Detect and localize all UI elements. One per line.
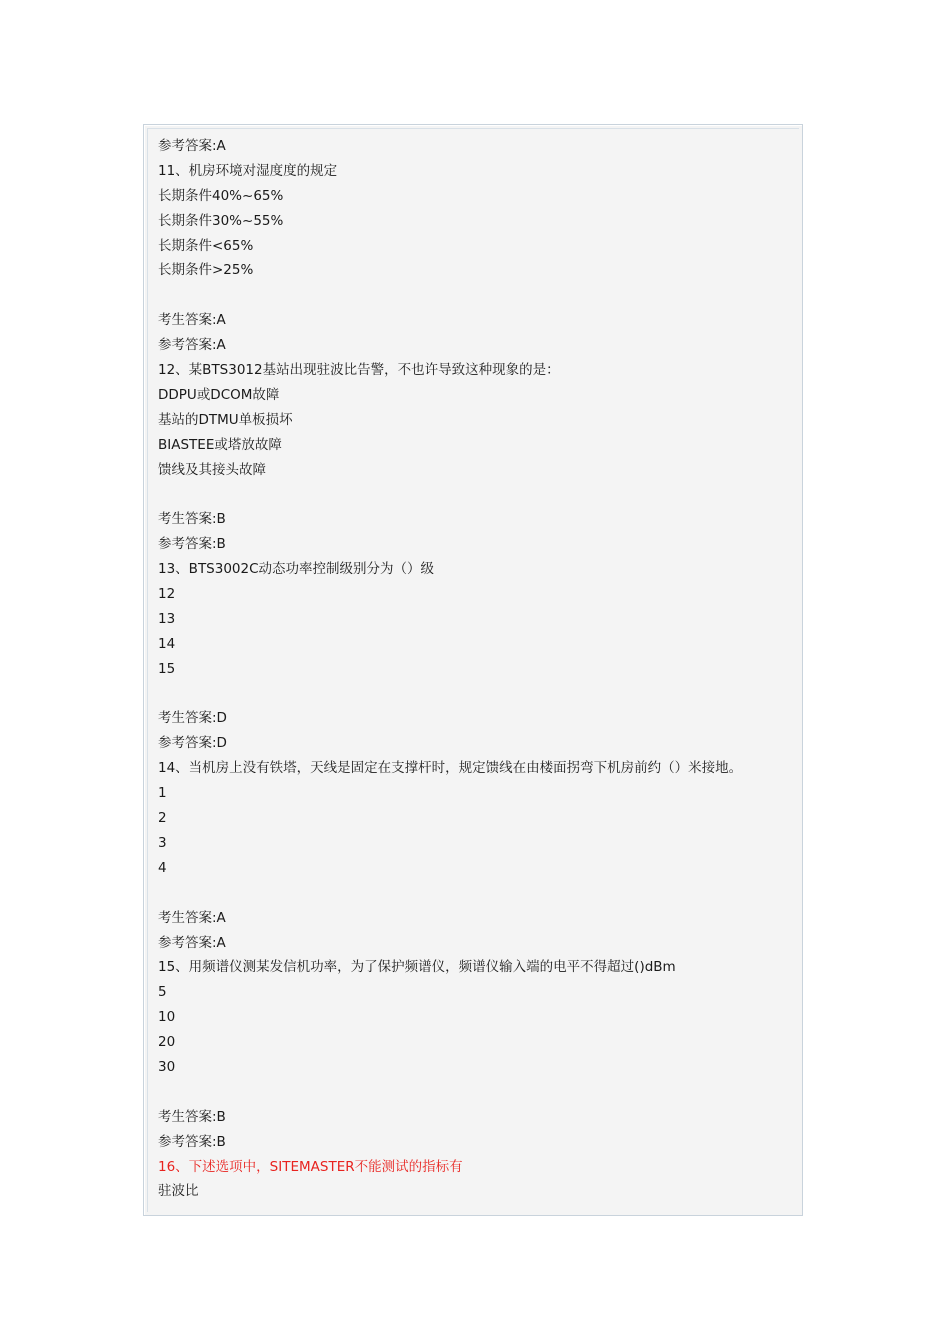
examinee-answer: 考生答案:D <box>158 710 227 727</box>
blank-line <box>158 482 792 507</box>
answer-option: 1 <box>158 785 167 802</box>
answer-option: 长期条件40%~65% <box>158 187 284 204</box>
answer-option: 3 <box>158 834 167 851</box>
blank-line <box>158 682 792 707</box>
answer-option: BIASTEE或塔放故障 <box>158 436 282 453</box>
examinee-answer: 考生答案:A <box>158 312 226 329</box>
quiz-lines <box>158 134 792 1204</box>
answer-option: 20 <box>158 1034 176 1051</box>
examinee-answer: 考生答案:B <box>158 1108 226 1125</box>
answer-option: 13 <box>158 610 176 627</box>
answer-option: 长期条件<65% <box>158 237 254 254</box>
answer-option: 12 <box>158 586 176 603</box>
answer-option: 馈线及其接头故障 <box>158 461 266 478</box>
blank-line <box>158 1080 792 1105</box>
question-text: 14、当机房上没有铁塔，天线是固定在支撑杆时，规定馈线在由楼面拐弯下机房前约（）米接地。 <box>158 760 743 777</box>
answer-option: 10 <box>158 1009 176 1026</box>
question-text: 15、用频谱仪测某发信机功率，为了保护频谱仪，频谱仪输入端的电平不得超过()dBm <box>158 959 676 976</box>
reference-answer: 参考答案:A <box>158 337 226 354</box>
reference-answer: 参考答案:A <box>158 138 226 154</box>
reference-answer: 参考答案:A <box>158 934 226 951</box>
answer-option: 4 <box>158 859 167 876</box>
answer-option: 长期条件>25% <box>158 262 254 279</box>
answer-option: 14 <box>158 635 176 652</box>
blank-line <box>158 283 792 308</box>
question-text: 12、某BTS3012基站出现驻波比告警，不也许导致这种现象的是： <box>158 362 560 379</box>
answer-option: 2 <box>158 810 167 827</box>
answer-option: 基站的DTMU单板损坏 <box>158 411 293 428</box>
quiz-panel <box>143 124 803 1216</box>
answer-option: DDPU或DCOM故障 <box>158 386 280 403</box>
reference-answer: 参考答案:B <box>158 1133 226 1150</box>
question-text: 11、机房环境对湿度度的规定 <box>158 162 338 179</box>
answer-option: 5 <box>158 984 167 1001</box>
reference-answer: 参考答案:D <box>158 735 227 752</box>
answer-option: 长期条件30%~55% <box>158 212 284 229</box>
answer-option: 15 <box>158 660 176 677</box>
question-text: 16、下述选项中，SITEMASTER不能测试的指标有 <box>158 1158 463 1175</box>
reference-answer: 参考答案:B <box>158 536 226 553</box>
question-text: 13、BTS3002C动态功率控制级别分为（）级 <box>158 561 435 578</box>
examinee-answer: 考生答案:A <box>158 909 226 926</box>
examinee-answer: 考生答案:B <box>158 511 226 528</box>
blank-line <box>158 881 792 906</box>
answer-option: 30 <box>158 1058 176 1075</box>
answer-option: 驻波比 <box>158 1183 199 1200</box>
